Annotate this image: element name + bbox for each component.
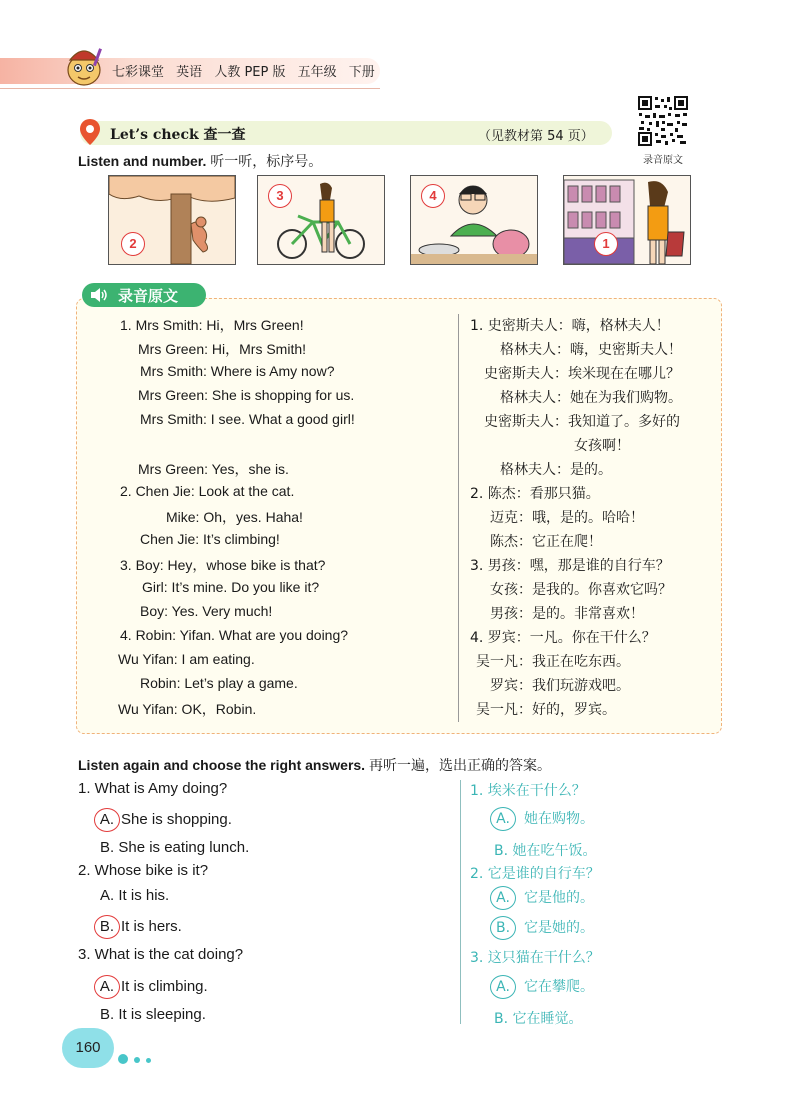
transcript-zh-line: 吴一凡：好的，罗宾。 (476, 702, 616, 718)
picture-number: 1 (594, 232, 618, 256)
transcript-zh-line: 吴一凡：我正在吃东西。 (476, 654, 630, 670)
transcript-zh-line: 4. 罗宾：一凡。你在干什么？ (470, 630, 656, 646)
translation-text: 它在睡觉。 (512, 1011, 583, 1027)
instruction-en: Listen and number. (78, 153, 207, 169)
translation-answer-circle: A. (490, 975, 516, 999)
transcript-zh-line: 1. 史密斯夫人：嗨，格林夫人！ (470, 318, 670, 334)
transcript-en-line: 4. Robin: Yifan. What are you doing? (120, 627, 349, 643)
transcript-en-line: Wu Yifan: OK，Robin. (118, 701, 257, 717)
picture-number: 4 (421, 184, 445, 208)
translation-question: 2. 它是谁的自行车？ (470, 866, 600, 882)
transcript-en-line: Mrs Green: Yes，she is. (138, 461, 289, 477)
qr-code-icon[interactable] (637, 95, 689, 147)
option-a[interactable] (100, 887, 169, 904)
exercise-instruction-zh: 再听一遍，选出正确的答案。 (368, 757, 551, 773)
transcript-en-line: Wu Yifan: I am eating. (118, 651, 255, 667)
speaker-icon (90, 287, 108, 303)
header-grade: 五年级 (297, 65, 337, 80)
translation-option-a (490, 886, 594, 910)
section-reference: （见教材第 54 页） (478, 129, 594, 144)
picture-shopping (563, 175, 691, 265)
translation-option-b (494, 1008, 583, 1028)
translation-text: 它是她的。 (524, 920, 594, 936)
question: 2. Whose bike is it? (78, 862, 209, 879)
option-b[interactable] (100, 839, 249, 856)
location-pin-icon (78, 118, 102, 146)
transcript-en-line: Mrs Green: She is shopping for us. (138, 387, 355, 403)
page-number: 160 (62, 1028, 114, 1068)
transcript-zh-line: 格林夫人：她在为我们购物。 (500, 390, 682, 406)
picture-number: 2 (121, 232, 145, 256)
header-subject: 英语 (176, 65, 203, 80)
picture-cat-climbing (108, 175, 236, 265)
exercise-instruction-en: Listen again and choose the right answers. (78, 757, 366, 773)
listen-number-instruction (78, 151, 322, 171)
answer-circle: B. (94, 915, 120, 939)
option-letter: B. (100, 1006, 115, 1023)
option-a[interactable] (98, 975, 208, 999)
option-b[interactable] (98, 915, 182, 939)
answer-circle: A. (94, 975, 120, 999)
transcript-zh-line: 女孩：是我的。你喜欢它吗？ (490, 582, 672, 598)
transcript-divider (458, 314, 459, 722)
header-series: 七彩课堂 (112, 65, 165, 80)
option-letter: B. (100, 839, 115, 856)
transcript-en-line: 1. Mrs Smith: Hi，Mrs Green! (120, 317, 304, 333)
answer-circle: A. (94, 808, 120, 832)
picture-bike (257, 175, 385, 265)
option-letter: A. (100, 887, 115, 904)
translation-text: 她在购物。 (524, 811, 594, 827)
translation-letter: B. (494, 1011, 509, 1027)
translation-text: 它在攀爬。 (524, 979, 594, 995)
header-text (112, 61, 383, 80)
transcript-zh-line: 史密斯夫人：埃米现在在哪儿？ (484, 366, 680, 382)
translation-answer-circle: B. (490, 916, 516, 940)
option-text: It is climbing. (121, 978, 208, 995)
transcript-en-line: 3. Boy: Hey，whose bike is that? (120, 557, 326, 573)
mascot-icon (62, 40, 106, 88)
translation-text: 她在吃午饭。 (512, 843, 597, 859)
question: 1. What is Amy doing? (78, 780, 228, 797)
transcript-badge (82, 283, 206, 307)
picture-eating (410, 175, 538, 265)
transcript-en-line: Robin: Let’s play a game. (140, 675, 298, 691)
translation-question: 1. 埃米在干什么？ (470, 783, 586, 799)
transcript-zh-line: 陈杰：它正在爬！ (490, 534, 602, 550)
translation-option-a (490, 975, 594, 999)
translation-answer-circle: A. (490, 807, 516, 831)
transcript-zh-line: 罗宾：我们玩游戏吧。 (490, 678, 630, 694)
instruction-zh: 听一听，标序号。 (210, 153, 323, 169)
transcript-zh-line: 2. 陈杰：看那只猫。 (470, 486, 600, 502)
badge-label: 录音原文 (118, 287, 179, 305)
translation-text: 它是他的。 (524, 890, 594, 906)
choose-answers-instruction (78, 755, 551, 775)
transcript-en-line: Mrs Smith: Where is Amy now? (140, 363, 335, 379)
transcript-zh-line: 史密斯夫人：我知道了。多好的 (484, 414, 680, 430)
transcript-en-line: Boy: Yes. Very much! (140, 603, 273, 619)
transcript-zh-line: 男孩：是的。非常喜欢！ (490, 606, 644, 622)
transcript-en-line: Girl: It’s mine. Do you like it? (142, 579, 320, 595)
picture-number: 3 (268, 184, 292, 208)
option-a[interactable] (98, 808, 232, 832)
header-volume: 下册 (348, 65, 375, 80)
section-title: Let’s check 查一查 (110, 127, 246, 143)
header-edition: 人教 PEP 版 (214, 65, 286, 80)
decor-dot (134, 1057, 140, 1063)
question: 3. What is the cat doing? (78, 946, 244, 963)
decor-dot (118, 1054, 128, 1064)
transcript-en-line: Mrs Smith: I see. What a good girl! (140, 411, 355, 427)
translation-option-b (490, 916, 594, 940)
option-text: It is hers. (121, 918, 182, 935)
translation-question: 3. 这只猫在干什么？ (470, 950, 600, 966)
translation-letter: B. (494, 843, 509, 859)
option-text: It is sleeping. (118, 1006, 206, 1023)
transcript-zh-line: 格林夫人：嗨，史密斯夫人！ (500, 342, 682, 358)
decor-dot (146, 1058, 151, 1063)
transcript-zh-line: 3. 男孩：嘿，那是谁的自行车？ (470, 558, 670, 574)
qr-caption: 录音原文 (643, 155, 683, 166)
translation-option-a (490, 807, 594, 831)
transcript-en-line: 2. Chen Jie: Look at the cat. (120, 483, 295, 499)
option-text: She is eating lunch. (118, 839, 250, 856)
option-b[interactable] (100, 1006, 206, 1023)
transcript-zh-line: 女孩啊！ (574, 438, 630, 454)
transcript-en-line: Mrs Green: Hi，Mrs Smith! (138, 341, 307, 357)
option-text: She is shopping. (121, 811, 232, 828)
translation-answer-circle: A. (490, 886, 516, 910)
header-rule (0, 88, 380, 89)
transcript-zh-line: 格林夫人：是的。 (500, 462, 612, 478)
transcript-en-line: Chen Jie: It’s climbing! (140, 531, 280, 547)
transcript-zh-line: 迈克：哦，是的。哈哈！ (490, 510, 644, 526)
answer-divider (460, 780, 461, 1024)
transcript-en-line: Mike: Oh，yes. Haha! (166, 509, 303, 525)
option-text: It is his. (118, 887, 170, 904)
translation-option-b (494, 840, 597, 860)
